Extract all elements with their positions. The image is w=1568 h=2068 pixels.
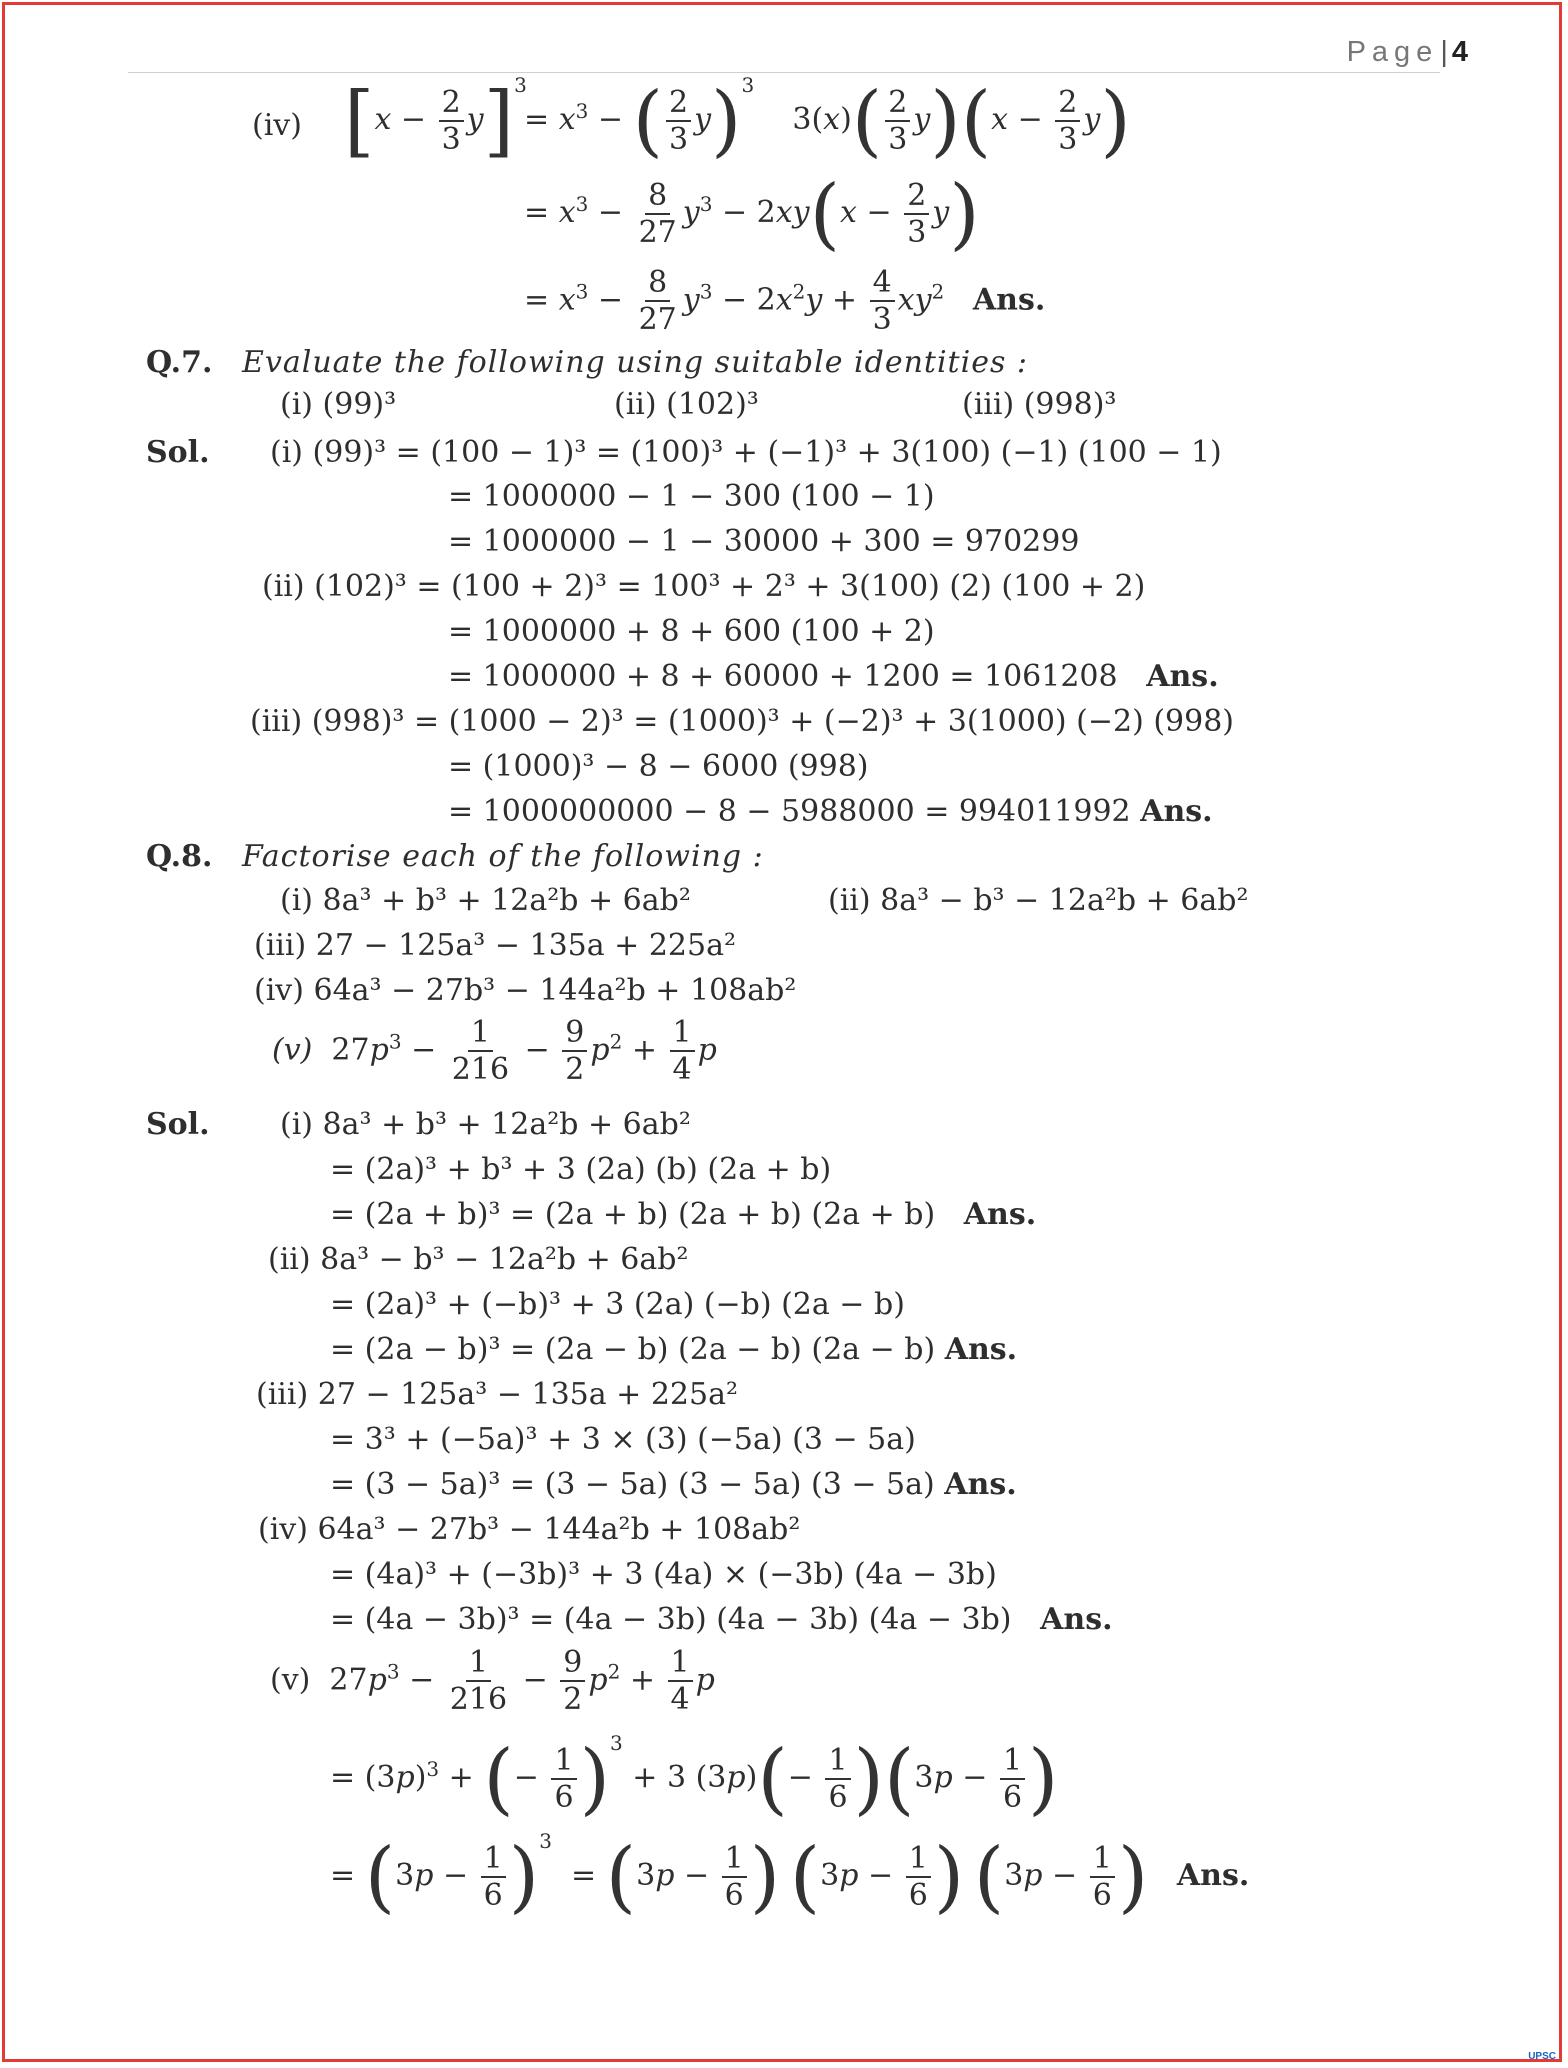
q7-part-ii: (ii) (102)³ [614,387,759,422]
q8-part-v: (v) $27p^3$ − $\frac{1}{216}$ − $\frac{9}{2}$ $p^2$ + $\frac{1}{4}$ p [272,1015,717,1087]
q7-line-7: = (1000)³ − 8 − 6000 (998) [448,749,869,784]
q7-line-0: (i) (99)³ = (100 − 1)³ = (100)³ + (−1)³ + 3(100) (−1) (100 − 1) [270,435,1222,470]
q8-sol-6: (iii) 27 − 125a³ − 135a + 225a² [256,1377,739,1412]
q8-question: Factorise each of the following : [242,839,764,874]
q8-sol-9: (iv) 64a³ − 27b³ − 144a²b + 108ab² [258,1512,801,1547]
q7-sol-label: Sol. [146,435,210,470]
q8-sol-2: = (2a + b)³ = (2a + b) (2a + b) (2a + b) Ans. [330,1197,1037,1232]
q7-line-2: = 1000000 − 1 − 30000 + 300 = 970299 [448,524,1080,559]
q6iv-line2: = $x^3$ − $\frac{8}{27}$ $y^3 - 2xy(x$ − $\frac{2}{3}$ y) [524,169,980,259]
q7-part-iii: (iii) (998)³ [962,387,1117,422]
q8-sol-label: Sol. [146,1107,210,1142]
q7-line-6: (iii) (998)³ = (1000 − 2)³ = (1000)³ + (−2)³ + 3(1000) (−2) (998) [250,704,1234,739]
page-header [1347,36,1468,69]
page-number: 4 [1451,36,1468,68]
q8-part-i: (i) 8a³ + b³ + 12a²b + 6ab² [280,883,691,918]
q7-question: Evaluate the following using suitable identities : [242,345,1028,380]
q7-line-1: = 1000000 − 1 − 300 (100 − 1) [448,479,935,514]
q8-sol-0: (i) 8a³ + b³ + 12a²b + 6ab² [280,1107,691,1142]
q8-number: Q.8. [146,839,213,874]
q8-sol-14: = (3p − $\frac{1}{6}$ )$^3$ = (3p − $\frac{1}{6}$ ) (3p − $\frac{1}{6}$ ) (3p − $\frac{1}{6}$ ) Ans. [330,1829,1250,1922]
q7-number: Q.7. [146,345,213,380]
q8-sol-13: = $(3p)^3$ + (− $\frac{1}{6}$ )$^3$ + 3 (3p)(− $\frac{1}{6}$ )(3p − $\frac{1}{6}$ ) [330,1731,1059,1824]
q7-part-i: (i) (99)³ [280,387,397,422]
q8-part-ii: (ii) 8a³ − b³ − 12a²b + 6ab² [828,883,1249,918]
q6iv-ans: Ans. [972,282,1046,318]
page-separator: | [1440,36,1448,68]
page-word: Page [1346,36,1439,68]
header-rule [128,72,1440,73]
q6iv-lhs: [x − $\frac{2}{3}$ y]$^3$ [344,73,527,166]
q7-line-4: = 1000000 + 8 + 600 (100 + 2) [448,614,935,649]
q8-sol-7: = 3³ + (−5a)³ + 3 × (3) (−5a) (3 − 5a) [330,1422,916,1457]
q6iv-line1: = $x^3$ − ( $\frac{2}{3}$ y)$^3$ 3(x)( $\frac{2}{3}$ y)(x − $\frac{2}{3}$ y) [524,73,1131,166]
q8-sol-4: = (2a)³ + (−b)³ + 3 (2a) (−b) (2a − b) [330,1287,905,1322]
q8-sol-12: (v) $27p^3$ − $\frac{1}{216}$ − $\frac{9}{2}$ $p^2$ + $\frac{1}{4}$ p [270,1645,715,1717]
q8-part-iv: (iv) 64a³ − 27b³ − 144a²b + 108ab² [254,973,797,1008]
q8-sol-1: = (2a)³ + b³ + 3 (2a) (b) (2a + b) [330,1152,832,1187]
q7-line-8: = 1000000000 − 8 − 5988000 = 994011992 Ans. [448,794,1213,829]
q8-part-iii: (iii) 27 − 125a³ − 135a + 225a² [254,928,737,963]
q7-line-5: = 1000000 + 8 + 60000 + 1200 = 1061208 Ans. [448,659,1219,694]
q8-sol-10: = (4a)³ + (−3b)³ + 3 (4a) × (−3b) (4a − 3b) [330,1557,997,1592]
q6iv-line3: = $x^3$ − $\frac{8}{27}$ $y^3 - 2x^2y$ + $\frac{4}{3}$ $xy^2$ Ans. [524,265,1046,337]
watermark-logo: UPSC [1528,2051,1556,2062]
q8-sol-8: = (3 − 5a)³ = (3 − 5a) (3 − 5a) (3 − 5a) Ans. [330,1467,1017,1502]
q7-line-3: (ii) (102)³ = (100 + 2)³ = 100³ + 2³ + 3(100) (2) (100 + 2) [262,569,1146,604]
q8-sol-11: = (4a − 3b)³ = (4a − 3b) (4a − 3b) (4a − 3b) Ans. [330,1602,1113,1637]
q6iv-label: (iv) [252,108,302,143]
q8-sol-5: = (2a − b)³ = (2a − b) (2a − b) (2a − b) Ans. [330,1332,1018,1367]
q8-sol-3: (ii) 8a³ − b³ − 12a²b + 6ab² [268,1242,689,1277]
